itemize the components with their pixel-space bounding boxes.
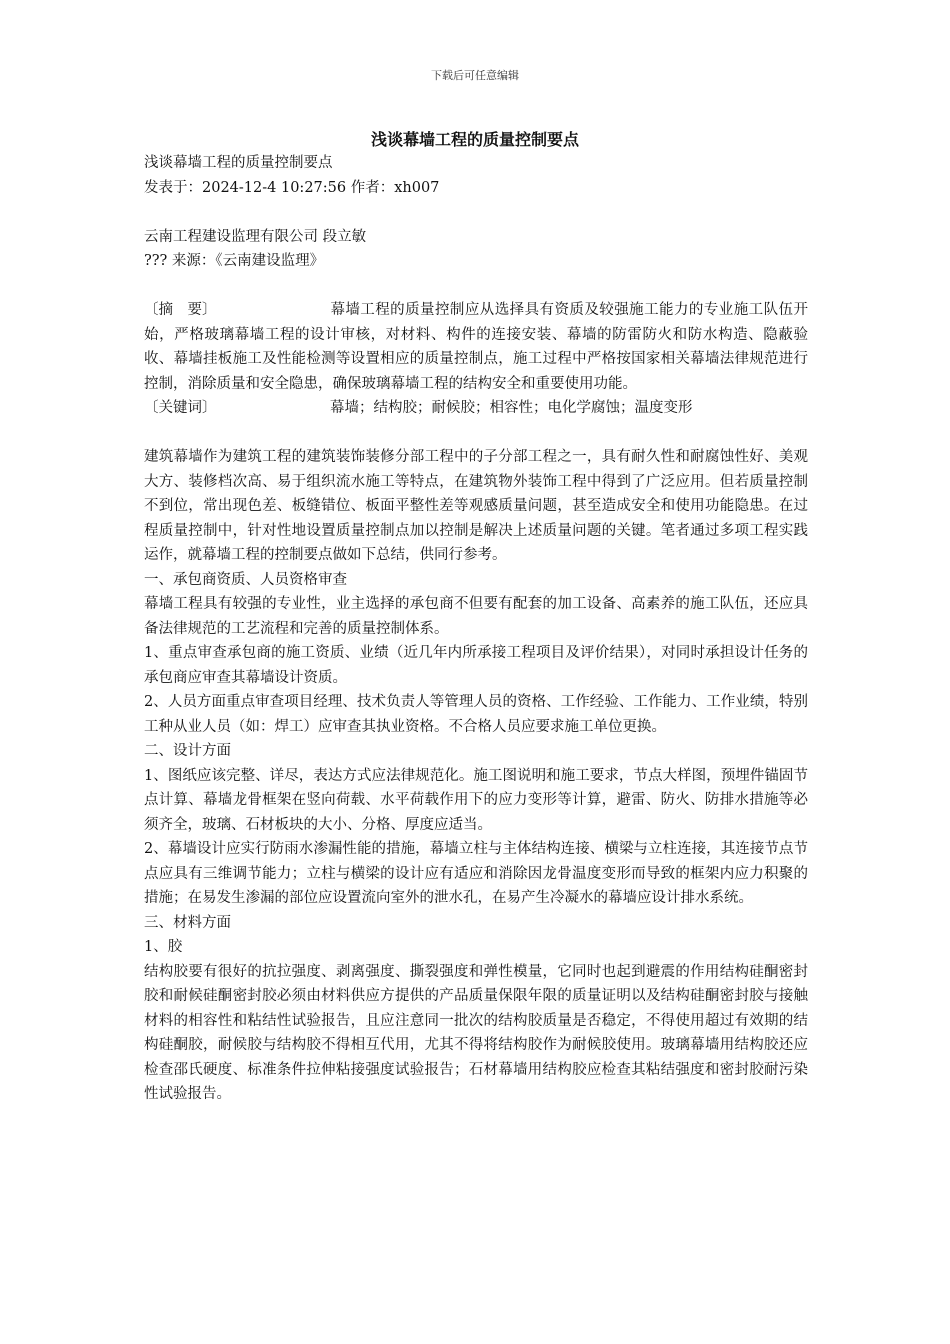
- keywords-label: 〔关键词〕: [144, 400, 217, 416]
- body-paragraph: 1、重点审查承包商的施工资质、业绩（近几年内所承接工程项目及评价结果），对同时承担设计任务的承包商应审查其幕墙设计资质。: [144, 645, 808, 686]
- blank-line: [144, 274, 808, 299]
- subsection-heading: 1、胶: [144, 939, 183, 955]
- body-paragraph: 1、图纸应该完整、详尽，表达方式应法律规范化。施工图说明和施工要求，节点大样图，预埋件锚固节点计算、幕墙龙骨框架在竖向荷载、水平荷载作用下的应力变形等计算，避雷、防火、防排水措施等必须齐全，玻璃、石材板块的大小、分格、厚度应适当。: [144, 767, 808, 833]
- abstract: [144, 298, 808, 396]
- body-paragraph: 结构胶要有很好的抗拉强度、剥离强度、撕裂强度和弹性模量，它同时也起到避震的作用结构硅酮密封胶和耐候硅酮密封胶必须由材料供应方提供的产品质量保限年限的质量证明以及结构硅酮密封胶与接触材料的相容性和粘结性试验报告，且应注意同一批次的结构胶质量是否稳定，不得使用超过有效期的结构硅酮胶，耐候胶与结构胶不得相互代用，尤其不得将结构胶作为耐候胶使用。玻璃幕墙用结构胶还应检查邵氏硬度、标准条件拉伸粘接强度试验报告；石材幕墙用结构胶应检查其粘结强度和密封胶耐污染性试验报告。: [144, 963, 808, 1102]
- header-note: 下载后可任意编辑: [431, 69, 519, 82]
- document-body: [144, 151, 808, 1107]
- section-heading: 一、承包商资质、人员资格审查: [144, 571, 347, 588]
- section-heading: 二、设计方面: [144, 743, 231, 759]
- source-line: ??? 来源：《云南建设监理》: [144, 253, 325, 269]
- page-title: 浅谈幕墙工程的质量控制要点: [370, 130, 579, 149]
- keywords-text: 幕墙；结构胶；耐候胶；相容性；电化学腐蚀；温度变形: [330, 400, 693, 416]
- body-paragraph: 2、人员方面重点审查项目经理、技术负责人等管理人员的资格、工作经验、工作能力、工作业绩，特别工种从业人员（如：焊工）应审查其执业资格。不合格人员应要求施工单位更换。: [144, 694, 808, 735]
- section-heading: 三、材料方面: [144, 914, 231, 931]
- body-paragraph: 建筑幕墙作为建筑工程的建筑装饰装修分部工程中的子分部工程之一，具有耐久性和耐腐蚀性好、美观大方、装修档次高、易于组织流水施工等特点，在建筑物外装饰工程中得到了广泛应用。但若质量控制不到位，常出现色差、板缝错位、板面平整性差等观感质量问题，甚至造成安全和使用功能隐患。在过程质量控制中，针对性地设置质量控制点加以控制是解决上述质量问题的关键。笔者通过多项工程实践运作，就幕墙工程的控制要点做如下总结，供同行参考。: [144, 449, 808, 563]
- blank-line: [144, 421, 808, 446]
- abstract-label: 〔摘 要〕: [144, 302, 217, 318]
- body-paragraph: 2、幕墙设计应实行防雨水渗漏性能的措施，幕墙立柱与主体结构连接、横梁与立柱连接，其连接节点节点应具有三维调节能力；立柱与横梁的设计应有适应和消除因龙骨温度变形而导致的框架内应力积聚的措施；在易发生渗漏的部位应设置流向室外的泄水孔，在易产生冷凝水的幕墙应设计排水系统。: [144, 841, 808, 906]
- blank-line: [144, 200, 808, 225]
- meta-line: 发表于：2024-12-4 10:27:56 作者：xh007: [144, 179, 440, 196]
- body-paragraph: 幕墙工程具有较强的专业性，业主选择的承包商不但要有配套的加工设备、高素养的施工队伍，还应具备法律规范的工艺流程和完善的质量控制体系。: [144, 596, 808, 637]
- organization-line: 云南工程建设监理有限公司 段立敏: [144, 228, 367, 245]
- abstract-text: 幕墙工程的质量控制应从选择具有资质及较强施工能力的专业施工队伍开始，严格玻璃幕墙工程的设计审核，对材料、构件的连接安装、幕墙的防雷防火和防水构造、隐蔽验收、幕墙挂板施工及性能检测等设置相应的质量控制点，施工过程中严格按国家相关幕墙法律规范进行控制，消除质量和安全隐患，确保玻璃幕墙工程的结构安全和重要使用功能。: [144, 302, 808, 392]
- keywords: [144, 396, 808, 421]
- subtitle: 浅谈幕墙工程的质量控制要点: [144, 155, 333, 171]
